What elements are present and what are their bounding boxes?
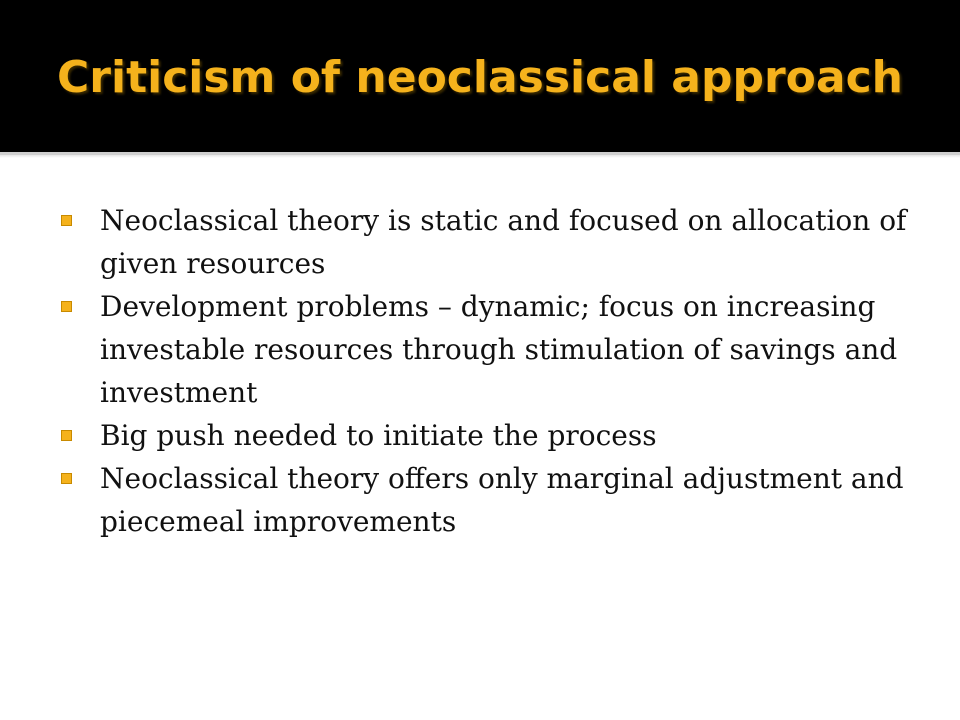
bullet-text: Development problems – dynamic; focus on increasing investable resources through stimulation of savings and investment <box>100 290 898 409</box>
square-bullet-icon <box>61 215 72 226</box>
bullet-item <box>60 457 920 543</box>
square-bullet-icon <box>61 473 72 484</box>
bullet-text: Big push needed to initiate the process <box>100 419 657 452</box>
bullet-text: Neoclassical theory is static and focused on allocation of given resources <box>100 204 907 280</box>
title-bar <box>0 0 960 152</box>
bullet-list <box>60 199 920 543</box>
slide-title: Criticism of neoclassical approach <box>57 52 903 103</box>
square-bullet-icon <box>61 430 72 441</box>
bullet-item <box>60 285 920 414</box>
bullet-text: Neoclassical theory offers only marginal adjustment and piecemeal improvements <box>100 462 904 538</box>
title-divider-shadow <box>0 155 960 158</box>
bullet-item <box>60 414 920 457</box>
bullet-item <box>60 199 920 285</box>
square-bullet-icon <box>61 301 72 312</box>
